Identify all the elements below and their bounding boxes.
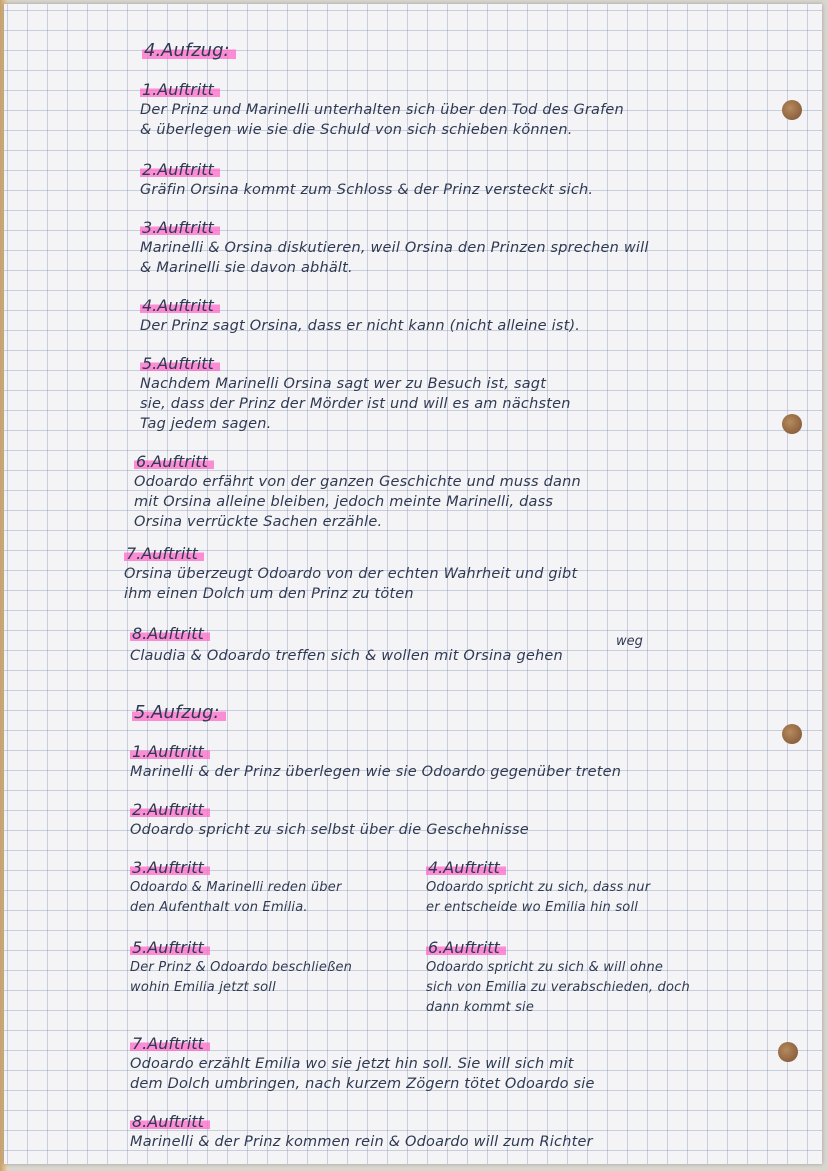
act-5-scene-8-line: Marinelli & der Prinz kommen rein & Odoardo will zum Richter <box>130 1134 593 1150</box>
act-4-scene-8-heading: 8.Auftritt <box>130 624 210 643</box>
act-4-scene-7-line: Orsina überzeugt Odoardo von der echten Wahrheit und gibt <box>124 566 578 582</box>
act-4-scene-6-line: Odoardo erfährt von der ganzen Geschichte und muss dann <box>134 474 581 490</box>
act-4-scene-1-line: & überlegen wie sie die Schuld von sich schieben können. <box>140 122 573 138</box>
act-4-scene-1-heading: 1.Auftritt <box>140 80 220 99</box>
act-5-scene-7-line: Odoardo erzählt Emilia wo sie jetzt hin soll. Sie will sich mit <box>130 1056 574 1072</box>
act-4-scene-4-heading: 4.Auftritt <box>140 296 220 315</box>
act-4-scene-3-line: Marinelli & Orsina diskutieren, weil Orsina den Prinzen sprechen will <box>140 240 649 256</box>
act-5-scene-5-line: Der Prinz & Odoardo beschließen <box>130 960 353 975</box>
act-4-scene-3-line: & Marinelli sie davon abhält. <box>140 260 353 276</box>
act-5-scene-4-line: Odoardo spricht zu sich, dass nur <box>426 880 651 895</box>
punch-hole <box>782 100 802 120</box>
act-5-scene-8-heading: 8.Auftritt <box>130 1112 210 1131</box>
act-5-title: 5.Aufzug: <box>132 702 226 723</box>
act-4-scene-2-heading: 2.Auftritt <box>140 160 220 179</box>
act-5-scene-4-heading: 4.Auftritt <box>426 858 506 877</box>
act-5-scene-7-heading: 7.Auftritt <box>130 1034 210 1053</box>
act-5-scene-2-heading: 2.Auftritt <box>130 800 210 819</box>
act-4-scene-5-line: Nachdem Marinelli Orsina sagt wer zu Besuch ist, sagt <box>140 376 547 392</box>
act-5-scene-3-line: Odoardo & Marinelli reden über <box>130 880 342 895</box>
act-5-scene-3-heading: 3.Auftritt <box>130 858 210 877</box>
act-5-scene-1-heading: 1.Auftritt <box>130 742 210 761</box>
act-5-scene-7-line: dem Dolch umbringen, nach kurzem Zögern tötet Odoardo sie <box>130 1076 595 1092</box>
act-4-scene-6-heading: 6.Auftritt <box>134 452 214 471</box>
act-4-scene-6-line: Orsina verrückte Sachen erzähle. <box>134 514 383 530</box>
punch-hole <box>782 724 802 744</box>
act-4-scene-1-line: Der Prinz und Marinelli unterhalten sich über den Tod des Grafen <box>140 102 624 118</box>
act-4-scene-5-heading: 5.Auftritt <box>140 354 220 373</box>
act-5-scene-6-line: sich von Emilia zu verabschieden, doch <box>426 980 690 995</box>
act-5-scene-6-line: Odoardo spricht zu sich & will ohne <box>426 960 664 975</box>
act-5-scene-1-line: Marinelli & der Prinz überlegen wie sie Odoardo gegenüber treten <box>130 764 622 780</box>
act-4-scene-8-insert: weg <box>616 634 643 649</box>
act-5-scene-5-heading: 5.Auftritt <box>130 938 210 957</box>
act-5-scene-6-line: dann kommt sie <box>426 1000 535 1015</box>
act-5-scene-6-heading: 6.Auftritt <box>426 938 506 957</box>
punch-hole <box>778 1042 798 1062</box>
act-5-scene-5-line: wohin Emilia jetzt soll <box>130 980 276 995</box>
act-4-scene-3-heading: 3.Auftritt <box>140 218 220 237</box>
punch-hole <box>782 414 802 434</box>
act-4-scene-6-line: mit Orsina alleine bleiben, jedoch meinte Marinelli, dass <box>134 494 554 510</box>
act-4-scene-7-heading: 7.Auftritt <box>124 544 204 563</box>
act-5-scene-3-line: den Aufenthalt von Emilia. <box>130 900 308 915</box>
act-4-scene-7-line: ihm einen Dolch um den Prinz zu töten <box>124 586 414 602</box>
notebook-page <box>4 4 822 1164</box>
act-5-scene-4-line: er entscheide wo Emilia hin soll <box>426 900 639 915</box>
act-5-scene-2-line: Odoardo spricht zu sich selbst über die Geschehnisse <box>130 822 529 838</box>
act-4-scene-5-line: Tag jedem sagen. <box>140 416 272 432</box>
act-4-scene-5-line: sie, dass der Prinz der Mörder ist und will es am nächsten <box>140 396 571 412</box>
act-4-scene-2-line: Gräfin Orsina kommt zum Schloss & der Prinz versteckt sich. <box>140 182 594 198</box>
act-4-title: 4.Aufzug: <box>142 40 236 61</box>
act-4-scene-4-line: Der Prinz sagt Orsina, dass er nicht kann (nicht alleine ist). <box>140 318 581 334</box>
act-4-scene-8-line: Claudia & Odoardo treffen sich & wollen mit Orsina gehen <box>130 648 563 664</box>
